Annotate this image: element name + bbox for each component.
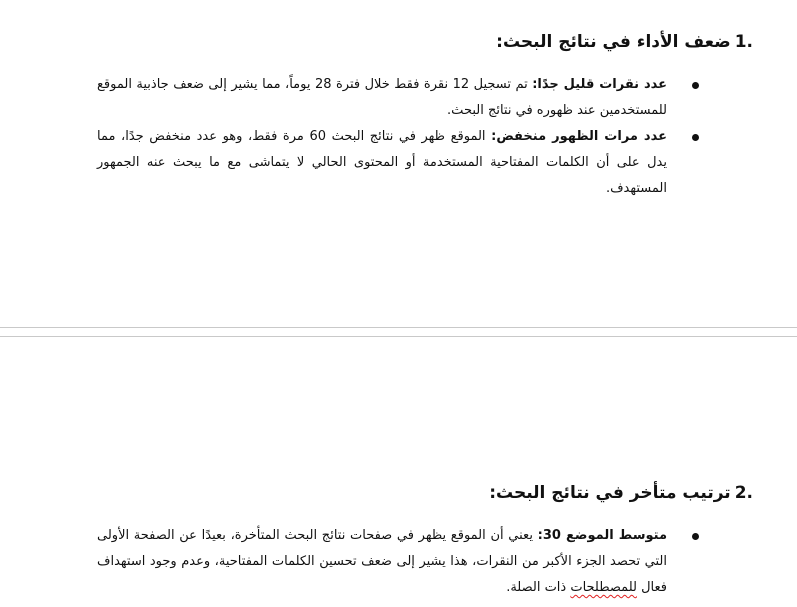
section-1-number: .1 bbox=[734, 32, 753, 52]
bullet-text-end: ذات الصلة. bbox=[506, 580, 571, 595]
section-1-title: ضعف الأداء في نتائج البحث: bbox=[496, 32, 731, 52]
bullet-dot-icon bbox=[692, 134, 699, 141]
bullet-term: متوسط الموضع 30: bbox=[537, 528, 667, 543]
section-1-bullet-list bbox=[97, 72, 667, 202]
spelling-flagged-word: للمصطلحات bbox=[570, 580, 637, 595]
page-break bbox=[0, 327, 797, 337]
bullet-text: الموقع ظهر في نتائج البحث 60 مرة فقط، وهو عدد منخفض جدًا، مما يدل على أن الكلمات المفتاحية المستخدمة أو المحتوى الحالي لا يتماشى مع ما يبحث عنه الجمهور المستهدف. bbox=[97, 129, 667, 196]
bullet-text: تم تسجيل 12 نقرة فقط خلال فترة 28 يوماً، مما يشير إلى ضعف جاذبية الموقع للمستخدمين عند ظهوره في نتائج البحث. bbox=[97, 77, 667, 118]
bullet-dot-icon bbox=[692, 533, 699, 540]
section-2-heading bbox=[489, 481, 753, 505]
bullet-term: عدد مرات الظهور منخفض: bbox=[491, 129, 667, 144]
list-item bbox=[97, 523, 667, 601]
bullet-dot-icon bbox=[692, 82, 699, 89]
section-2-bullet-list bbox=[97, 523, 667, 601]
section-1-heading bbox=[496, 30, 753, 54]
section-2-number: .2 bbox=[734, 483, 753, 503]
list-item bbox=[97, 72, 667, 124]
bullet-text: يعني أن الموقع يظهر في صفحات نتائج البحث المتأخرة، بعيدًا عن الصفحة الأولى التي تحصد الجزء الأكبر من النقرات، هذا يشير إلى ضعف تحسين الكلمات المفتاحية، وعدم وجود استهداف فعال bbox=[97, 528, 667, 595]
document-page-2 bbox=[0, 337, 797, 607]
list-item bbox=[97, 124, 667, 202]
bullet-term: عدد نقرات قليل جدًا: bbox=[532, 77, 668, 92]
section-2-title: ترتيب متأخر في نتائج البحث: bbox=[489, 483, 731, 503]
